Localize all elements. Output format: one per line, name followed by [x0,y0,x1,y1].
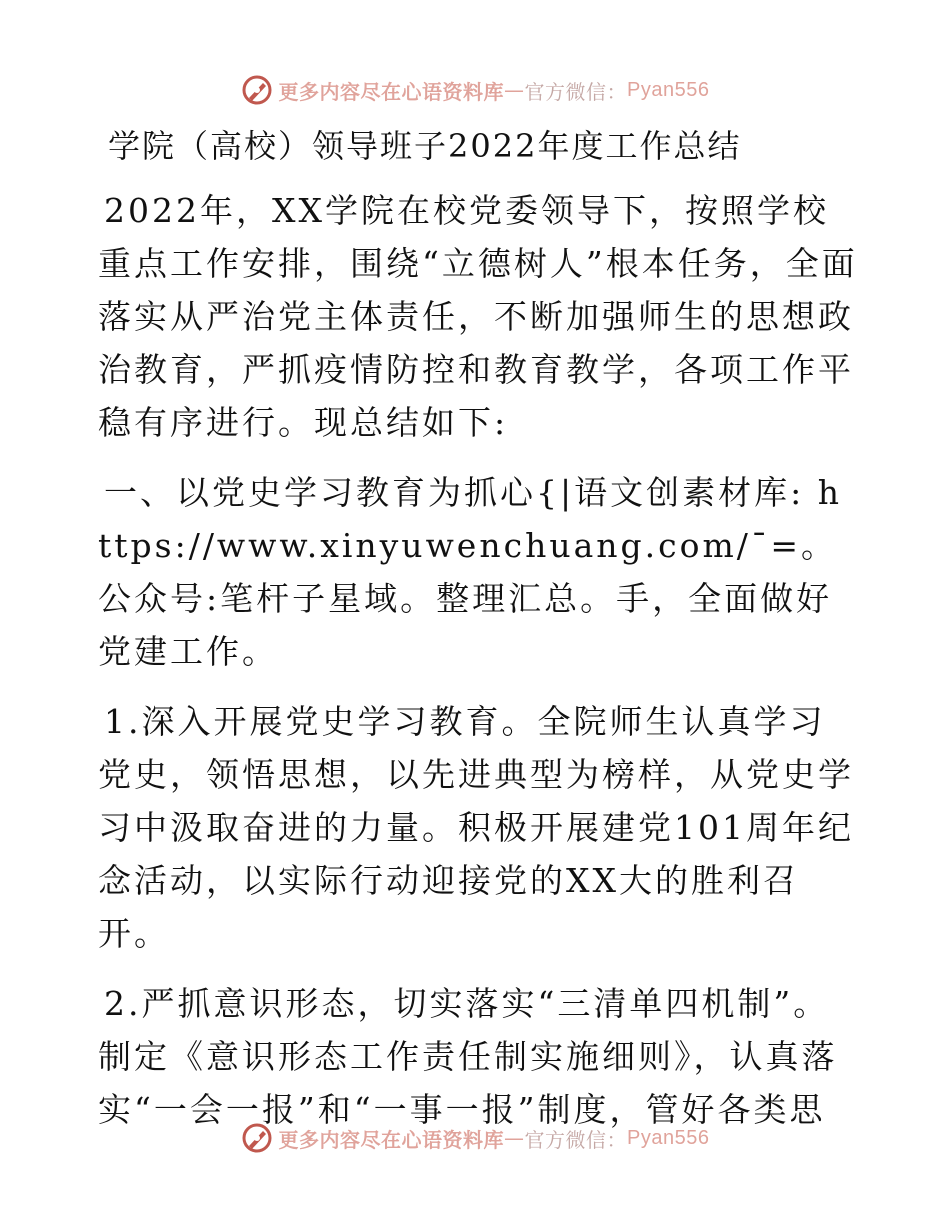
watermark-wechat-label: 官方微信： [524,1127,628,1152]
paragraph-item-one: 1.深入开展党史学习教育。全院师生认真学习党史，领悟思想，以先进典型为榜样，从党史学习中汲取奋进的力量。积极开展建党101周年纪念活动，以实际行动迎接党的XX大的胜利召开。 [98,702,854,953]
paragraph-item-two: 2.严抓意识形态，切实落实“三清单四机制”。制定《意识形态工作责任制实施细则》，认真落实“一会一报”和“一事一报”制度，管好各类思 [98,984,838,1129]
footer-watermark [0,1118,950,1158]
paragraph-intro: 2022年，XX学院在校党委领导下，按照学校重点工作安排，围绕“立德树人”根本任务，全面落实从严治党主体责任，不断加强师生的思想政治教育，严抓疫情防控和教育教学，各项工作平稳有序进行。现总结如下: [98,191,858,442]
watermark-wechat-id: Pyan556 [627,1126,710,1149]
watermark-separator: — [504,78,525,102]
watermark-separator: — [504,1126,525,1150]
watermark-wechat-label: 官方微信： [524,79,628,104]
document-body [98,122,858,1153]
pen-logo-icon [241,1122,273,1154]
header-watermark [0,70,950,110]
watermark-wechat-id: Pyan556 [627,78,710,101]
document-title: 学院（高校）领导班子2022年度工作总结 [108,127,742,165]
watermark-main-text: 更多内容尽在心语资料库 [278,79,505,104]
paragraph-section-one: 一、以党史学习教育为抓心{|语文创素材库: https://www.xinyuwenchuang.com/¯=。公众号:笔杆子星域。整理汇总。手，全面做好党建工作。 [98,473,842,671]
pen-logo-icon [241,74,273,106]
watermark-main-text: 更多内容尽在心语资料库 [278,1127,505,1152]
